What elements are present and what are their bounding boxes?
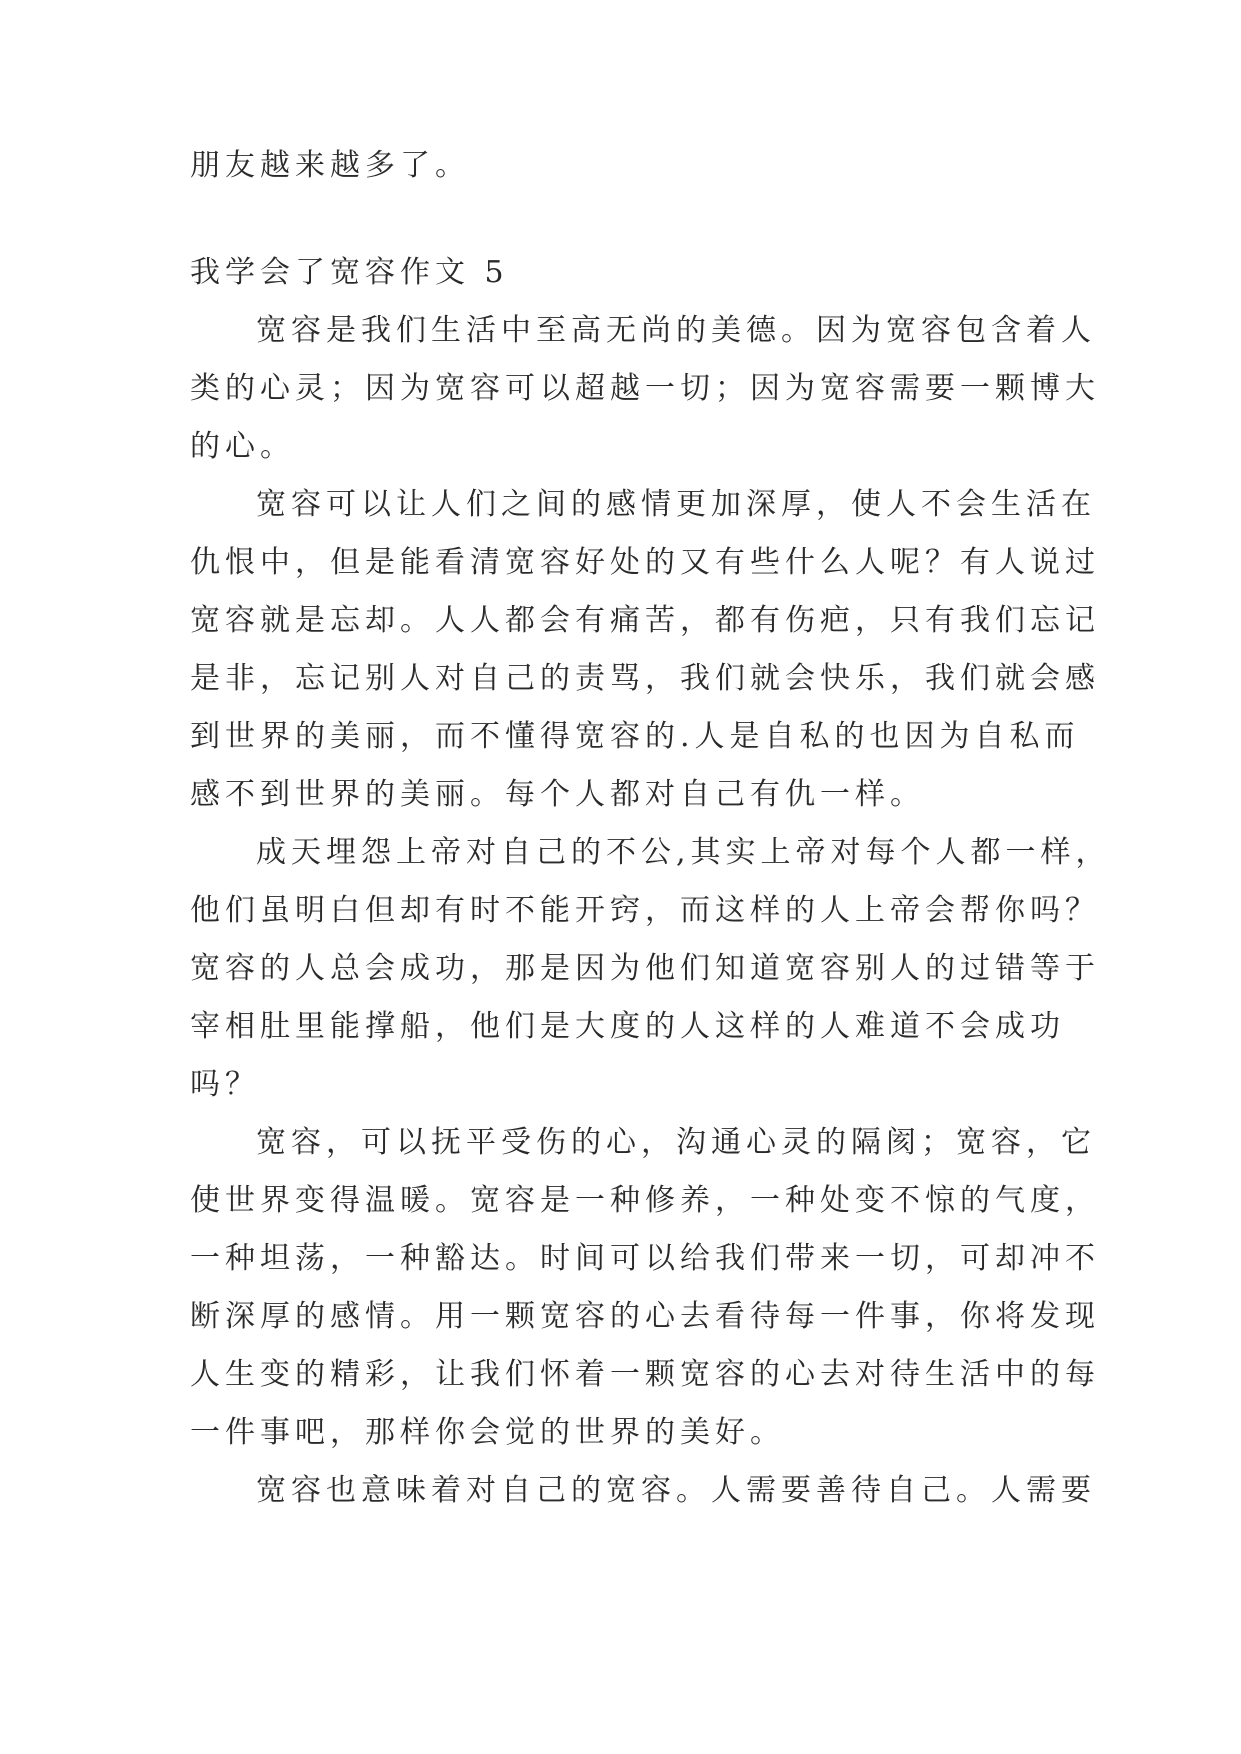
text-line: 类的心灵；因为宽容可以超越一切；因为宽容需要一颗博大: [190, 371, 1100, 406]
text-line: 朋友越来越多了。: [190, 148, 470, 183]
text-line: 是非，忘记别人对自己的责骂，我们就会快乐，我们就会感: [190, 661, 1100, 696]
text-line: 宽容也意味着对自己的宽容。人需要善待自己。人需要: [256, 1473, 1096, 1508]
text-line: 一件事吧，那样你会觉的世界的美好。: [190, 1415, 785, 1450]
text-line: 的心。: [190, 429, 295, 464]
text-line: 感不到世界的美丽。每个人都对自己有仇一样。: [190, 777, 925, 812]
text-line: 吗？: [190, 1067, 260, 1102]
text-line: 仇恨中，但是能看清宽容好处的又有些什么人呢？有人说过: [190, 545, 1100, 580]
text-line: 到世界的美丽，而不懂得宽容的.人是自私的也因为自私而: [190, 719, 1080, 754]
text-line: 宽容的人总会成功，那是因为他们知道宽容别人的过错等于: [190, 951, 1100, 986]
text-line: 宽容，可以抚平受伤的心，沟通心灵的隔阂；宽容，它: [256, 1125, 1096, 1160]
text-line: 一种坦荡，一种豁达。时间可以给我们带来一切，可却冲不: [190, 1241, 1100, 1276]
text-line: 宽容是我们生活中至高无尚的美德。因为宽容包含着人: [256, 313, 1096, 348]
text-line: 断深厚的感情。用一颗宽容的心去看待每一件事，你将发现: [190, 1299, 1100, 1334]
paragraph-closing: [190, 137, 1052, 195]
text-line: 人生变的精彩，让我们怀着一颗宽容的心去对待生活中的每: [190, 1357, 1100, 1392]
essay-title: 我学会了宽容作文 5: [190, 255, 509, 290]
text-line: 宰相肚里能撑船，他们是大度的人这样的人难道不会成功: [190, 1009, 1065, 1044]
text-line: 使世界变得温暖。宽容是一种修养，一种处变不惊的气度，: [190, 1183, 1100, 1218]
text-line: 他们虽明白但却有时不能开窍，而这样的人上帝会帮你吗？: [190, 893, 1100, 928]
text-line: 成天埋怨上帝对自己的不公,其实上帝对每个人都一样，: [256, 835, 1111, 870]
essay-body: [190, 244, 1111, 1520]
text-line: 宽容可以让人们之间的感情更加深厚，使人不会生活在: [256, 487, 1096, 522]
text-line: 宽容就是忘却。人人都会有痛苦，都有伤疤，只有我们忘记: [190, 603, 1100, 638]
